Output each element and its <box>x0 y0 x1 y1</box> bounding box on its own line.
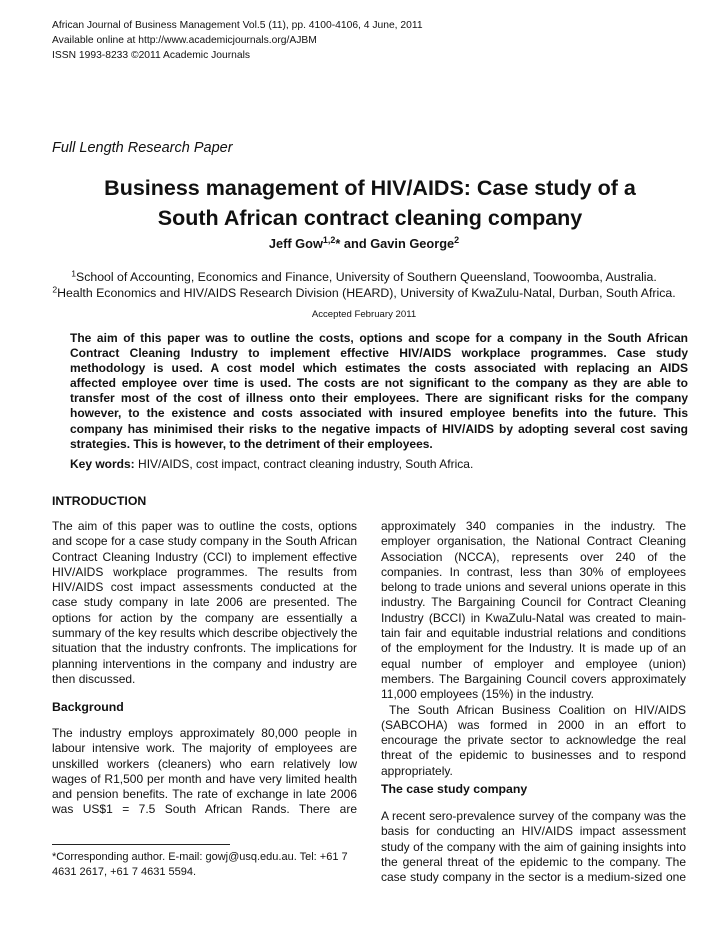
text-line: situation that the industry confronts. The implications for <box>52 641 357 656</box>
text-line: 11,000 employees (15%) in the industry. <box>381 687 595 702</box>
text-line: Association (NCCA), represents over 240 of the <box>381 549 686 564</box>
author-name: Gavin George <box>370 236 455 251</box>
text-line: encourage the private sector to acknowledge the real <box>381 733 686 748</box>
corresponding-mark: * <box>335 236 341 251</box>
text-line: industry. The Bargaining Council for Contract Cleaning <box>381 595 686 610</box>
text-line: threat of the epidemic to businesses and to respond <box>381 748 686 763</box>
paper-title <box>40 173 700 233</box>
footnote-line: *Corresponding author. E-mail: gowj@usq.edu.au. Tel: +61 7 <box>52 851 348 863</box>
background-paragraph <box>52 726 357 818</box>
author-connector: and <box>340 236 371 251</box>
industry-paragraph <box>381 519 686 779</box>
text-line: study of the company with the aim of gaining insights into <box>381 839 686 854</box>
text-line: case study company in the sector is a medium-sized one <box>381 870 686 885</box>
text-line: HIV/AIDS workplace programmes. The results from <box>52 564 357 579</box>
affiliation-number: 1 <box>71 268 76 279</box>
abstract-line: The aim of this paper was to outline the costs, options and scope for a company in the South African <box>70 331 688 345</box>
text-line: labour intensive work. The majority of employees are <box>52 741 357 756</box>
text-line: options for action by the company are essentially a <box>52 610 357 625</box>
text-line: wages of R1,500 per month and have very limited health <box>52 771 357 786</box>
journal-citation: African Journal of Business Management Vol.5 (11), pp. 4100-4106, 4 June, 2011 <box>52 20 423 31</box>
accepted-date: Accepted February 2011 <box>311 309 417 320</box>
introduction-paragraph <box>52 519 357 687</box>
text-line: appropriately. <box>381 763 453 778</box>
abstract <box>70 331 688 452</box>
affiliation <box>0 270 728 284</box>
text-line: case study company in late 2006 are presented. The <box>52 595 357 610</box>
section-heading-introduction: INTRODUCTION <box>52 494 147 508</box>
text-line: employer organisation, the National Contract Cleaning <box>381 534 686 549</box>
footnote-line: 4631 2617, +61 7 4631 5594. <box>52 866 197 878</box>
case-study-paragraph <box>381 809 686 885</box>
text-line: unskilled workers (cleaners) who earn relatively low <box>52 756 357 771</box>
keywords <box>70 457 473 471</box>
affiliation <box>0 286 728 300</box>
section-heading-case-study: The case study company <box>381 782 528 796</box>
text-line: and pension benefits. The rate of exchange in late 2006 <box>52 787 357 802</box>
text-line: and scope for a case study company in the South African <box>52 534 357 549</box>
text-line: summary of the key results which describe objectively the <box>52 626 358 641</box>
text-line: The aim of this paper was to outline the costs, options <box>52 519 357 533</box>
text-line: The South African Business Coalition on HIV/AIDS <box>389 702 686 717</box>
abstract-line: affected employee over time is used. The costs are not significant to the company as they are able to <box>70 376 688 391</box>
text-line: equal number of employer and employee (union) <box>381 656 686 671</box>
abstract-line: company has minimised their risks to the negative impacts of HIV/AIDS by adopting several cost saving <box>70 421 688 436</box>
text-line: HIV/AIDS cost impact assessments conducted at the <box>52 580 357 595</box>
author-list <box>0 236 728 251</box>
paper-type: Full Length Research Paper <box>52 140 233 156</box>
text-line: approximately 340 companies in the industry. The <box>381 519 686 533</box>
text-line: belong to trade unions and several unions operate in this <box>381 580 686 595</box>
text-line: tain fair and equitable industrial relations and conditions <box>381 626 686 641</box>
footnote <box>52 850 357 880</box>
text-line: companies. In contrast, less than 30% of employees <box>381 564 686 579</box>
text-line: basis for conducting an HIV/AIDS impact assessment <box>381 824 686 839</box>
title-line: Business management of HIV/AIDS: Case study of a <box>104 176 636 200</box>
abstract-line: Contract Cleaning Industry to implement effective HIV/AIDS workplace programmes. Case study <box>70 346 688 361</box>
text-line: A recent sero-prevalence survey of the company was the <box>381 809 686 823</box>
author-name: Jeff Gow <box>268 236 323 251</box>
section-heading-background: Background <box>52 700 124 714</box>
text-line: Industry (BCCI) in KwaZulu-Natal was created to main- <box>381 610 686 625</box>
text-line: (SABCOHA) was formed in 2000 in an effort to <box>381 717 686 732</box>
abstract-line: transfer most of the cost of illness onto their employees. There are significant risks for the company <box>70 391 688 406</box>
author-affiliation-mark: 2 <box>454 235 460 246</box>
journal-header <box>52 18 423 63</box>
abstract-line: strategies. This is however, to the detriment of their employees. <box>70 436 433 451</box>
text-line: was US$1 = 7.5 South African Rands. There are <box>52 802 357 817</box>
affiliation-number: 2 <box>52 284 58 295</box>
affiliation-text: School of Accounting, Economics and Finance, University of Southern Queensland, Toowoomba, Australia. <box>76 270 657 284</box>
keywords-text: HIV/AIDS, cost impact, contract cleaning industry, South Africa. <box>134 457 474 471</box>
text-line: the general threat of the epidemic to the company. The <box>381 854 686 869</box>
text-line: The industry employs approximately 80,000 people in <box>52 726 357 740</box>
keywords-label: Key words: <box>70 457 135 471</box>
journal-url: Available online at http://www.academicjournals.org/AJBM <box>52 35 317 46</box>
text-line: members. The Bargaining Council covers approximately <box>381 671 686 686</box>
text-line: of the employment for the Industry. It is made up of an <box>381 641 686 656</box>
title-line: South African contract cleaning company <box>157 206 583 230</box>
abstract-line: methodology is used. A cost model which estimates the costs associated with replacing an AIDS <box>70 361 688 376</box>
journal-issn: ISSN 1993-8233 ©2011 Academic Journals <box>52 50 251 61</box>
text-line: then discussed. <box>52 671 136 686</box>
text-line: planning interventions in the company and industry are <box>52 656 357 671</box>
author-affiliation-mark: 1,2 <box>322 235 336 246</box>
abstract-line: however, to the existence and costs associated with insured employee benefits into the future. This <box>70 406 688 421</box>
text-line: Contract Cleaning Industry (CCI) to implement effective <box>52 549 357 564</box>
footnote-divider <box>52 844 230 845</box>
affiliation-text: Health Economics and HIV/AIDS Research Division (HEARD), University of KwaZulu-Natal, Durban, South Africa. <box>57 286 676 300</box>
